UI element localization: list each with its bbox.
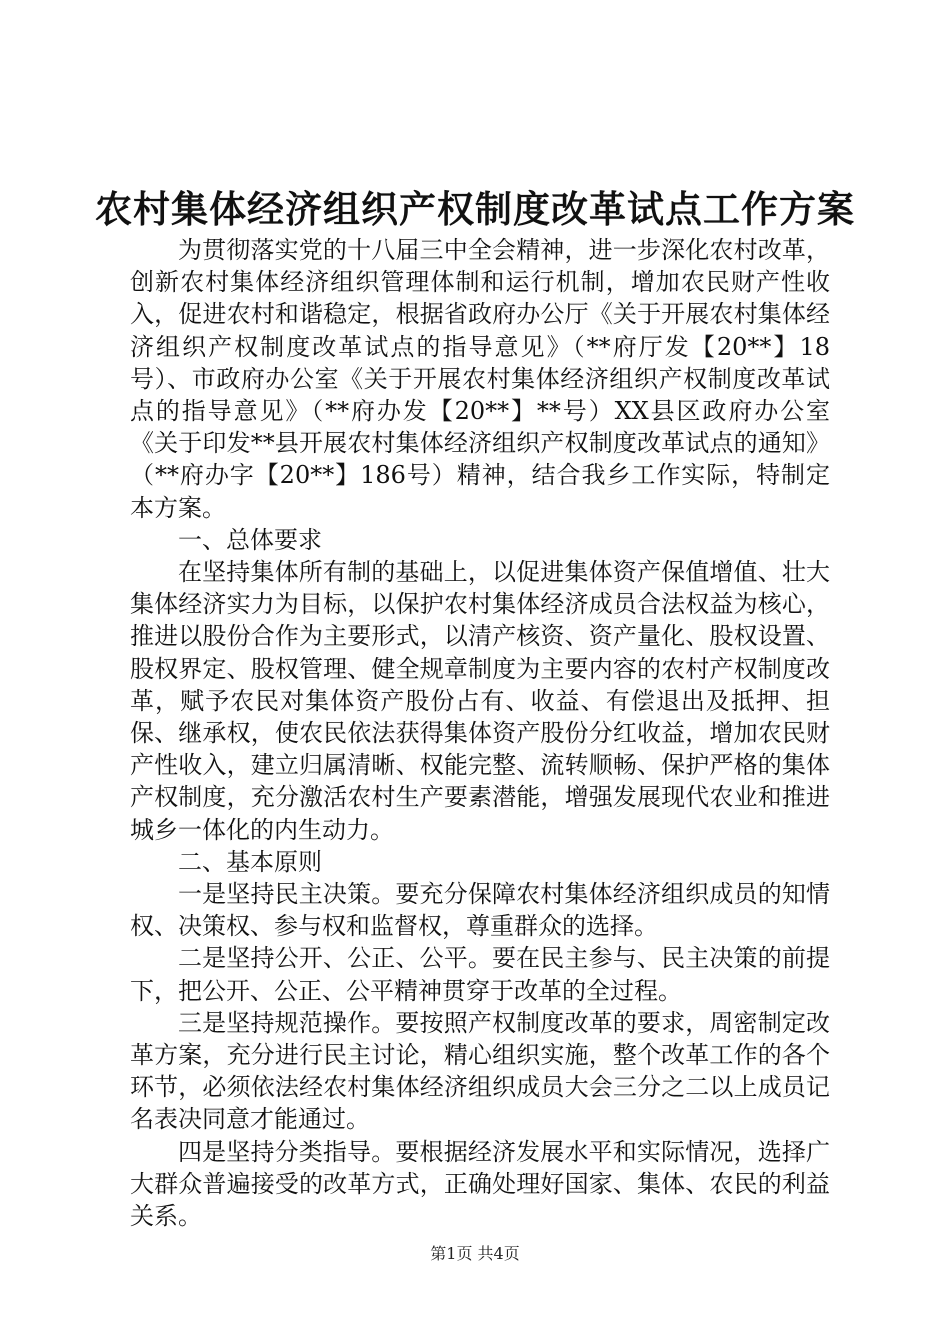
section-heading-general-requirements: 一、总体要求	[178, 525, 322, 554]
paragraph-principle-2: 二是坚持公开、公正、公平。要在民主参与、民主决策的前提下，把公开、公正、公平精神贯穿于改革的全过程。	[130, 944, 830, 1005]
paragraph-principle-3: 三是坚持规范操作。要按照产权制度改革的要求，周密制定改革方案，充分进行民主讨论，精心组织实施，整个改革工作的各个环节，必须依法经农村集体经济组织成员大会三分之二以上成员记名表决同意才能通过。	[130, 1008, 830, 1134]
section-heading-basic-principles: 二、基本原则	[178, 847, 322, 876]
paragraph-general-requirements: 在坚持集体所有制的基础上，以促进集体资产保值增值、壮大集体经济实力为目标，以保护农村集体经济成员合法权益为核心，推进以股份合作为主要形式，以清产核资、资产量化、股权设置、股权界定、股权管理、健全规章制度为主要内容的农村产权制度改革，赋予农民对集体资产股份占有、收益、有偿退出及抵押、担保、继承权，使农民依法获得集体资产股份分红收益，增加农民财产性收入，建立归属清晰、权能完整、流转顺畅、保护严格的集体产权制度，充分激活农村生产要素潜能，增强发展现代农业和推进城乡一体化的内生动力。	[130, 558, 830, 844]
paragraph-intro: 为贯彻落实党的十八届三中全会精神，进一步深化农村改革，创新农村集体经济组织管理体制和运行机制，增加农民财产性收入，促进农村和谐稳定，根据省政府办公厅《关于开展农村集体经济组织产权制度改革试点的指导意见》（**府厅发【20**】18号）、市政府办公室《关于开展农村集体经济组织产权制度改革试点的指导意见》（**府办发【20**】**号）XX县区政府办公室《关于印发**县开展农村集体经济组织产权制度改革试点的通知》（**府办字【20**】186号）精神，结合我乡工作实际，特制定本方案。	[130, 236, 830, 522]
paragraph-principle-4: 四是坚持分类指导。要根据经济发展水平和实际情况，选择广大群众普遍接受的改革方式，正确处理好国家、集体、农民的利益关系。	[130, 1137, 830, 1231]
document-body	[130, 234, 830, 1232]
document-title: 农村集体经济组织产权制度改革试点工作方案	[95, 187, 855, 231]
paragraph-principle-1: 一是坚持民主决策。要充分保障农村集体经济组织成员的知情权、决策权、参与权和监督权，尊重群众的选择。	[130, 880, 830, 941]
page-footer: 第1页 共4页	[430, 1244, 520, 1263]
